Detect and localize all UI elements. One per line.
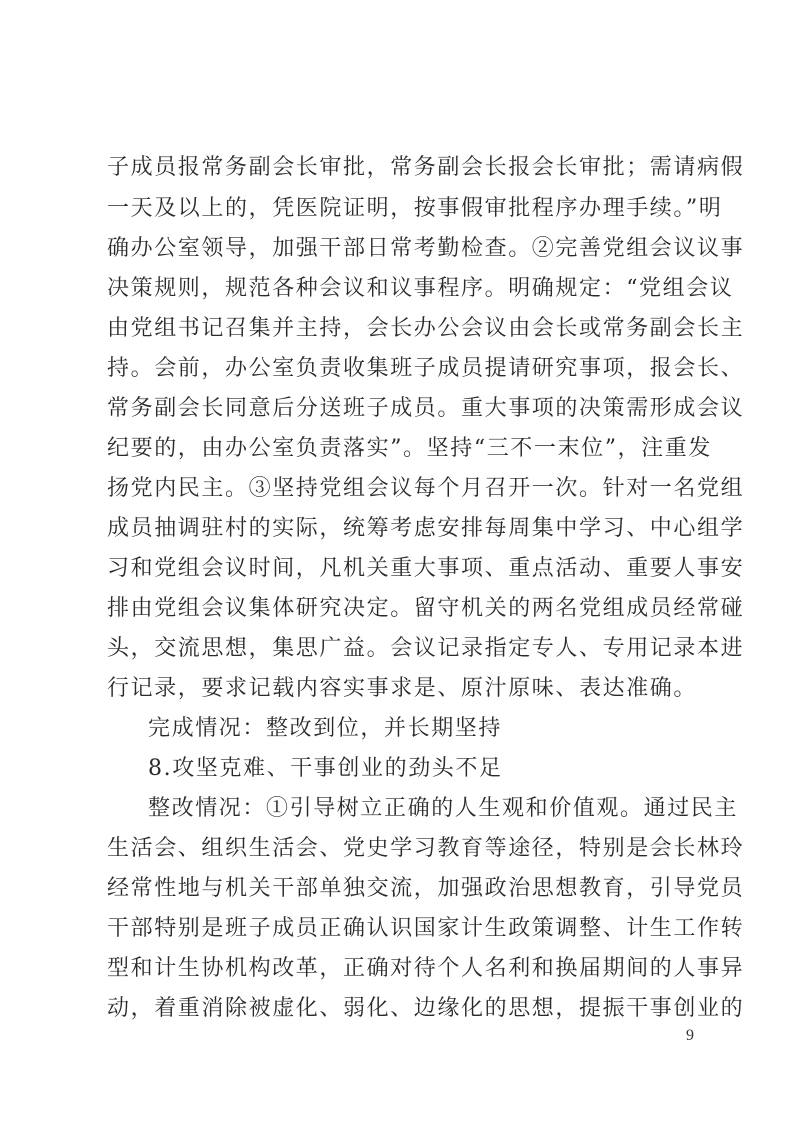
body-text-line: 决策规则，规范各种会议和议事程序。明确规定：“党组会议 xyxy=(107,276,734,301)
body-text-line: 动，着重消除被虚化、弱化、边缘化的思想，提振干事创业的 xyxy=(107,996,745,1021)
body-text-line: 整改情况：①引导树立正确的人生观和价值观。通过民主 xyxy=(148,796,739,821)
page-number: 9 xyxy=(686,1027,694,1044)
body-text-line: 子成员报常务副会长审批，常务副会长报会长审批；需请病假 xyxy=(107,155,745,180)
body-text-line: 纪要的，由办公室负责落实”。坚持“三不一末位”，注重发 xyxy=(107,436,712,461)
body-text-line: 确办公室领导，加强干部日常考勤检查。②完善党组会议议事 xyxy=(107,236,745,261)
body-text-line: 习和党组会议时间，凡机关重大事项、重点活动、重要人事安 xyxy=(107,556,745,581)
body-text-line: 行记录，要求记载内容实事求是、原汁原味、表达准确。 xyxy=(107,676,698,701)
body-text-line: 成员抽调驻村的实际，统筹考虑安排每周集中学习、中心组学 xyxy=(107,516,745,541)
body-text-line: 生活会、组织生活会、党史学习教育等途径，特别是会长林玲 xyxy=(107,836,745,861)
body-text-line: 经常性地与机关干部单独交流，加强政治思想教育，引导党员 xyxy=(107,876,745,901)
body-text-line: 持。会前，办公室负责收集班子成员提请研究事项，报会长、 xyxy=(107,356,745,381)
body-text-line: 由党组书记召集并主持，会长办公会议由会长或常务副会长主 xyxy=(107,316,745,341)
completion-status-line: 完成情况：整改到位，并长期坚持 xyxy=(148,716,503,741)
body-text-line: 干部特别是班子成员正确认识国家计生政策调整、计生工作转 xyxy=(107,916,745,941)
body-text-line: 头，交流思想，集思广益。会议记录指定专人、专用记录本进 xyxy=(107,636,745,661)
body-text-line: 型和计生协机构改革，正确对待个人名利和换届期间的人事异 xyxy=(107,956,745,981)
body-text-line: 扬党内民主。③坚持党组会议每个月召开一次。针对一名党组 xyxy=(107,476,745,501)
body-text-line: 常务副会长同意后分送班子成员。重大事项的决策需形成会议 xyxy=(107,396,745,421)
body-text-line: 一天及以上的，凭医院证明，按事假审批程序办理手续。”明 xyxy=(107,196,723,221)
body-text-line: 排由党组会议集体研究决定。留守机关的两名党组成员经常碰 xyxy=(107,596,745,621)
section-heading: 8.攻坚克难、干事创业的劲头不足 xyxy=(148,756,503,781)
